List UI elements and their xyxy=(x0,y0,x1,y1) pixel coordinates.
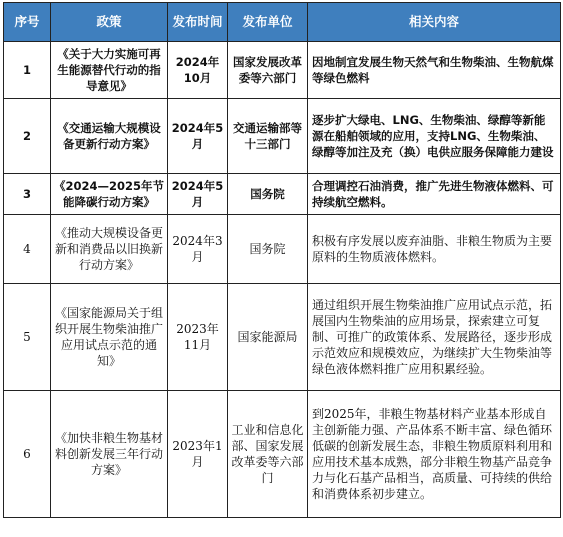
cell-no: 6 xyxy=(4,391,51,518)
cell-policy: 《2024—2025年节能降碳行动方案》 xyxy=(51,174,168,215)
header-policy: 政策 xyxy=(51,3,168,42)
cell-issuer: 国家发展改革委等六部门 xyxy=(228,42,308,99)
cell-time: 2023年1月 xyxy=(168,391,228,518)
cell-content: 到2025年，非粮生物基材料产业基本形成自主创新能力强、产品体系不断丰富、绿色循环低碳的创新发展生态，非粮生物质原料利用和应用技术基本成熟，部分非粮生物基产品竞争力与化石基产品相当，高质量、可持续的供给和消费体系初步建立。 xyxy=(308,391,561,518)
cell-policy: 《推动大规模设备更新和消费品以旧换新行动方案》 xyxy=(51,215,168,284)
cell-no: 5 xyxy=(4,284,51,391)
cell-time: 2024年3月 xyxy=(168,215,228,284)
table-header-row xyxy=(4,3,561,42)
cell-no: 3 xyxy=(4,174,51,215)
cell-time: 2024年10月 xyxy=(168,42,228,99)
table-row xyxy=(4,284,561,391)
cell-policy: 《国家能源局关于组织开展生物柴油推广应用试点示范的通知》 xyxy=(51,284,168,391)
cell-no: 4 xyxy=(4,215,51,284)
cell-issuer: 国家能源局 xyxy=(228,284,308,391)
cell-policy: 《加快非粮生物基材料创新发展三年行动方案》 xyxy=(51,391,168,518)
table-row xyxy=(4,215,561,284)
cell-content: 合理调控石油消费，推广先进生物液体燃料、可持续航空燃料。 xyxy=(308,174,561,215)
cell-issuer: 国务院 xyxy=(228,215,308,284)
cell-issuer: 工业和信息化部、国家发展改革委等六部门 xyxy=(228,391,308,518)
cell-content: 逐步扩大绿电、LNG、生物柴油、绿醇等新能源在船舶领域的应用，支持LNG、生物柴油、绿醇等加注及充（换）电供应服务保障能力建设 xyxy=(308,99,561,174)
table-row xyxy=(4,174,561,215)
table-row xyxy=(4,42,561,99)
cell-content: 积极有序发展以废弃油脂、非粮生物质为主要原料的生物质液体燃料。 xyxy=(308,215,561,284)
cell-issuer: 交通运输部等十三部门 xyxy=(228,99,308,174)
cell-no: 2 xyxy=(4,99,51,174)
header-time: 发布时间 xyxy=(168,3,228,42)
policy-table xyxy=(3,2,561,518)
cell-content: 通过组织开展生物柴油推广应用试点示范，拓展国内生物柴油的应用场景，探索建立可复制、可推广的政策体系、发展路径，逐步形成示范效应和规模效应，为继续扩大生物柴油等绿色液体燃料推广应用积累经验。 xyxy=(308,284,561,391)
cell-no: 1 xyxy=(4,42,51,99)
cell-time: 2023年11月 xyxy=(168,284,228,391)
header-content: 相关内容 xyxy=(308,3,561,42)
cell-time: 2024年5月 xyxy=(168,174,228,215)
cell-content: 因地制宜发展生物天然气和生物柴油、生物航煤等绿色燃料 xyxy=(308,42,561,99)
header-issuer: 发布单位 xyxy=(228,3,308,42)
cell-time: 2024年5月 xyxy=(168,99,228,174)
cell-policy: 《交通运输大规模设备更新行动方案》 xyxy=(51,99,168,174)
table-row xyxy=(4,391,561,518)
header-no: 序号 xyxy=(4,3,51,42)
cell-issuer: 国务院 xyxy=(228,174,308,215)
table-row xyxy=(4,99,561,174)
cell-policy: 《关于大力实施可再生能源替代行动的指导意见》 xyxy=(51,42,168,99)
